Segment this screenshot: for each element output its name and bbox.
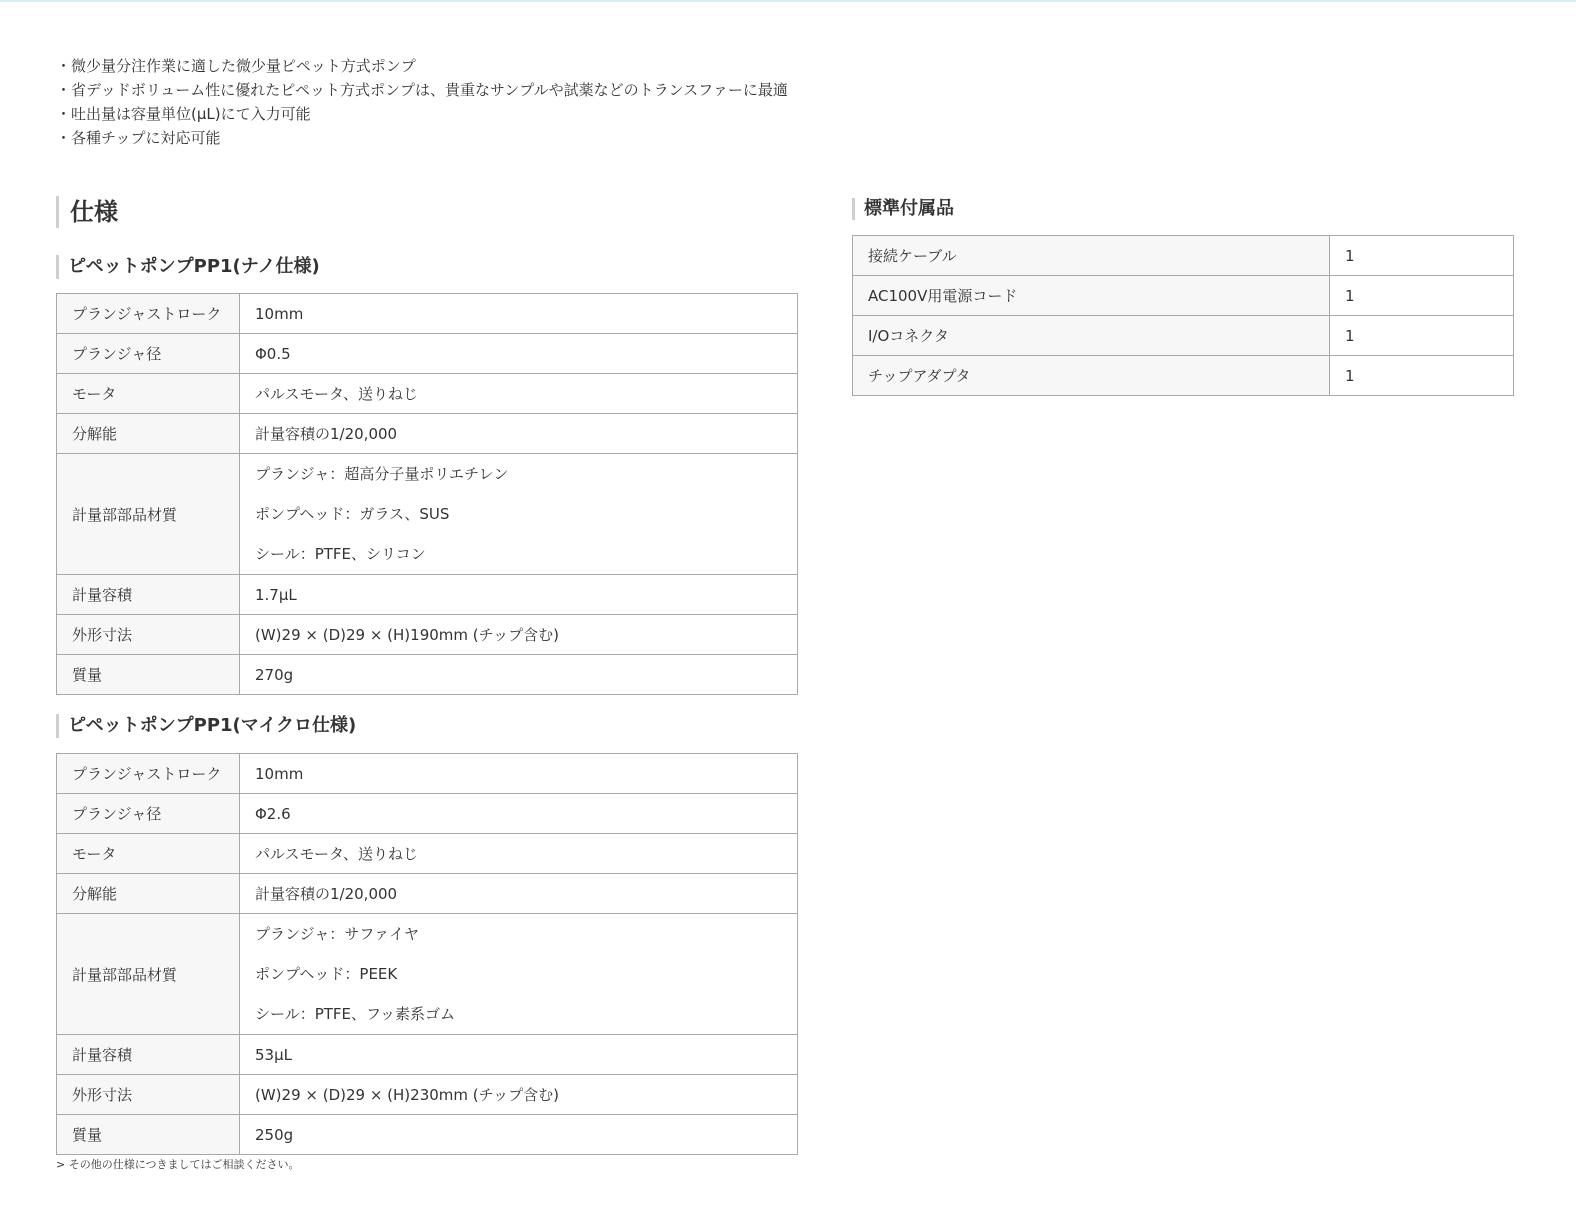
- row-value: 270g: [240, 655, 798, 695]
- row-label: 外形寸法: [57, 615, 240, 655]
- row-value: (W)29 × (D)29 × (H)230mm (チップ含む): [240, 1075, 798, 1115]
- row-label: 外形寸法: [57, 1075, 240, 1115]
- row-value: 53µL: [240, 1035, 798, 1075]
- accessory-quantity: 1: [1330, 236, 1514, 276]
- accessory-name: AC100V用電源コード: [853, 276, 1330, 316]
- row-value: Φ0.5: [240, 334, 798, 374]
- table-row: [57, 294, 798, 334]
- feature-item: ・微少量分注作業に適した微少量ピペット方式ポンプ: [56, 57, 416, 75]
- row-value: Φ2.6: [240, 794, 798, 834]
- accessory-quantity: 1: [1330, 356, 1514, 396]
- table-row: [853, 276, 1514, 316]
- material-line: プランジャ：サファイヤ: [255, 925, 420, 943]
- row-label: 計量容積: [57, 575, 240, 615]
- table-row: [57, 754, 798, 794]
- row-value: [240, 454, 798, 575]
- table-row: [57, 914, 798, 1035]
- row-label: プランジャ径: [57, 794, 240, 834]
- accessory-name: チップアダプタ: [853, 356, 1330, 396]
- row-value: 250g: [240, 1115, 798, 1155]
- accessory-name: I/Oコネクタ: [853, 316, 1330, 356]
- accessory-quantity: 1: [1330, 276, 1514, 316]
- material-line: ポンプヘッド：ガラス、SUS: [255, 505, 450, 523]
- table-row: [853, 236, 1514, 276]
- row-value: 10mm: [240, 294, 798, 334]
- material-line: プランジャ：超高分子量ポリエチレン: [255, 465, 509, 483]
- feature-item: ・吐出量は容量単位(µL)にて入力可能: [56, 105, 311, 123]
- table-row: [57, 414, 798, 454]
- spec-heading: 仕様: [56, 196, 118, 228]
- nano-spec-table: [56, 293, 798, 695]
- row-label: 分解能: [57, 414, 240, 454]
- row-label: 計量容積: [57, 1035, 240, 1075]
- row-value: (W)29 × (D)29 × (H)190mm (チップ含む): [240, 615, 798, 655]
- micro-spec-table: [56, 753, 798, 1155]
- row-label: プランジャ径: [57, 334, 240, 374]
- material-line: シール：PTFE、フッ素系ゴム: [255, 1005, 455, 1023]
- material-line: シール：PTFE、シリコン: [255, 545, 426, 563]
- table-row: [57, 575, 798, 615]
- row-label: プランジャストローク: [57, 294, 240, 334]
- top-border: [0, 0, 1576, 2]
- row-value: 1.7µL: [240, 575, 798, 615]
- table-row: [57, 334, 798, 374]
- row-value: [240, 914, 798, 1035]
- row-label: 分解能: [57, 874, 240, 914]
- feature-list: [56, 54, 788, 150]
- row-value: パルスモータ、送りねじ: [240, 834, 798, 874]
- table-row: [57, 374, 798, 414]
- table-row: [57, 834, 798, 874]
- accessories-table: [852, 235, 1514, 396]
- row-label: モータ: [57, 834, 240, 874]
- material-line: ポンプヘッド：PEEK: [255, 965, 398, 983]
- row-value: 10mm: [240, 754, 798, 794]
- spec-note: > その他の仕様につきましてはご相談ください。: [56, 1158, 300, 1171]
- table-row: [57, 655, 798, 695]
- accessory-name: 接続ケーブル: [853, 236, 1330, 276]
- table-row: [57, 454, 798, 575]
- table-row: [57, 1115, 798, 1155]
- row-label: 計量部部品材質: [57, 914, 240, 1035]
- table-row: [853, 356, 1514, 396]
- table-row: [57, 794, 798, 834]
- table-row: [853, 316, 1514, 356]
- table-row: [57, 874, 798, 914]
- row-label: 計量部部品材質: [57, 454, 240, 575]
- row-label: プランジャストローク: [57, 754, 240, 794]
- feature-item: ・省デッドボリューム性に優れたピペット方式ポンプは、貴重なサンプルや試薬などのトランスファーに最適: [56, 81, 788, 99]
- accessory-quantity: 1: [1330, 316, 1514, 356]
- nano-spec-heading: ピペットポンプPP1(ナノ仕様): [56, 255, 320, 279]
- row-value: 計量容積の1/20,000: [240, 874, 798, 914]
- accessories-heading: 標準付属品: [852, 198, 954, 220]
- row-value: 計量容積の1/20,000: [240, 414, 798, 454]
- row-value: パルスモータ、送りねじ: [240, 374, 798, 414]
- micro-spec-heading: ピペットポンプPP1(マイクロ仕様): [56, 714, 356, 738]
- table-row: [57, 1075, 798, 1115]
- row-label: 質量: [57, 1115, 240, 1155]
- row-label: モータ: [57, 374, 240, 414]
- table-row: [57, 1035, 798, 1075]
- feature-item: ・各種チップに対応可能: [56, 129, 221, 147]
- table-row: [57, 615, 798, 655]
- row-label: 質量: [57, 655, 240, 695]
